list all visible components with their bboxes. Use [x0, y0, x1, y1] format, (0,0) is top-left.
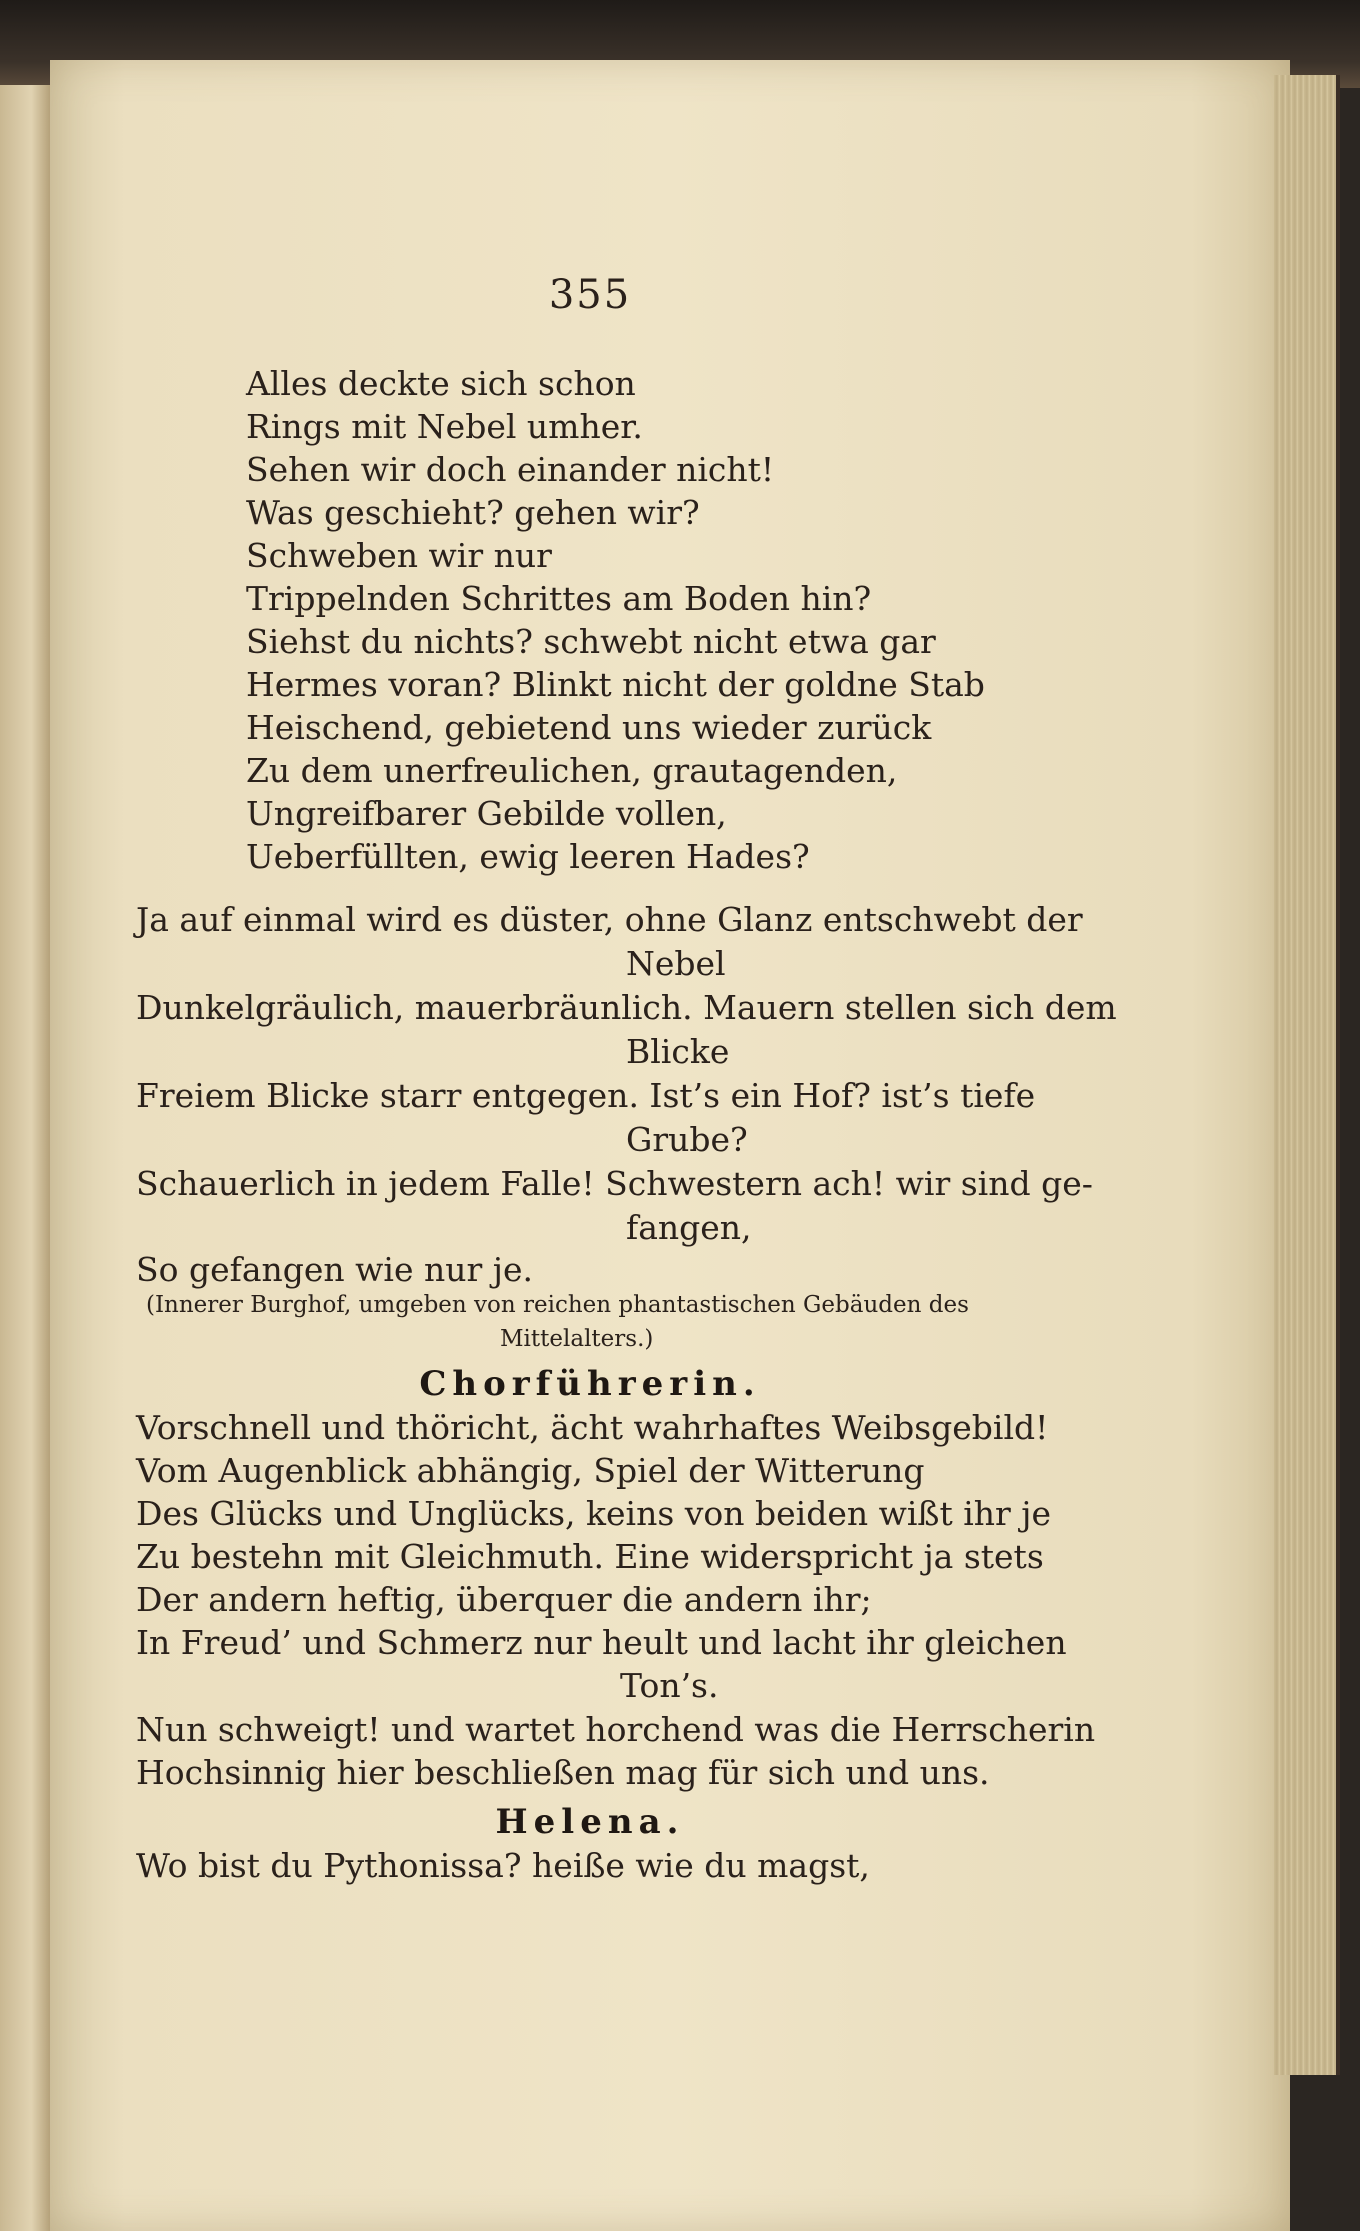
- verse-line-continuation: Nebel: [626, 944, 726, 983]
- speaker-name: Chorführerin.: [419, 1364, 761, 1404]
- verse-line: In Freud’ und Schmerz nur heult und lacht ihr gleichen: [136, 1623, 1067, 1662]
- verse-line-continuation: Ton’s.: [620, 1666, 719, 1705]
- verse-line: Rings mit Nebel umher.: [246, 407, 643, 446]
- verse-line: Der andern heftig, überquer die andern ihr;: [136, 1580, 872, 1619]
- verse-line: Nun schweigt! und wartet horchend was die Herrscherin: [136, 1710, 1096, 1749]
- verse-line: Zu dem unerfreulichen, grautagenden,: [246, 751, 898, 790]
- verse-line: Wo bist du Pythonissa? heiße wie du magst,: [136, 1846, 870, 1885]
- verse-line: Was geschieht? gehen wir?: [246, 493, 700, 532]
- speaker-name: Helena.: [495, 1802, 685, 1842]
- verse-line: Vorschnell und thöricht, ächt wahrhaftes Weibsgebild!: [136, 1408, 1049, 1447]
- stage-direction: (Innerer Burghof, umgeben von reichen phantastischen Gebäuden des: [146, 1292, 969, 1318]
- facing-page-edge: [0, 85, 52, 2231]
- verse-line: Schweben wir nur: [246, 536, 552, 575]
- page-block-edges: [1274, 75, 1340, 2075]
- verse-line: Hermes voran? Blinkt nicht der goldne Stab: [246, 665, 985, 704]
- verse-line-continuation: Blicke: [626, 1032, 730, 1071]
- verse-line: Siehst du nichts? schwebt nicht etwa gar: [246, 622, 936, 661]
- verse-line: Vom Augenblick abhängig, Spiel der Witterung: [136, 1451, 925, 1490]
- verse-line-continuation: Grube?: [626, 1120, 748, 1159]
- verse-line: Ja auf einmal wird es düster, ohne Glanz entschwebt der: [136, 900, 1083, 939]
- stage-direction: Mittelalters.): [500, 1326, 654, 1352]
- verse-line-continuation: fangen,: [626, 1208, 752, 1247]
- verse-line: So gefangen wie nur je.: [136, 1250, 533, 1289]
- verse-line: Alles deckte sich schon: [246, 364, 636, 403]
- verse-line: Heischend, gebietend uns wieder zurück: [246, 708, 932, 747]
- verse-line: Des Glücks und Unglücks, keins von beiden wißt ihr je: [136, 1494, 1052, 1533]
- verse-line: Ueberfüllten, ewig leeren Hades?: [246, 837, 810, 876]
- verse-line: Trippelnden Schrittes am Boden hin?: [246, 579, 872, 618]
- page-number: 355: [548, 272, 632, 318]
- verse-line: Sehen wir doch einander nicht!: [246, 450, 775, 489]
- verse-line: Hochsinnig hier beschließen mag für sich und uns.: [136, 1753, 990, 1792]
- verse-line: Dunkelgräulich, mauerbräunlich. Mauern stellen sich dem: [136, 988, 1117, 1027]
- verse-line: Zu bestehn mit Gleichmuth. Eine widerspricht ja stets: [136, 1537, 1044, 1576]
- verse-line: Freiem Blicke starr entgegen. Ist’s ein Hof? ist’s tiefe: [136, 1076, 1036, 1115]
- verse-line: Schauerlich in jedem Falle! Schwestern ach! wir sind ge-: [136, 1164, 1093, 1203]
- verse-line: Ungreifbarer Gebilde vollen,: [246, 794, 727, 833]
